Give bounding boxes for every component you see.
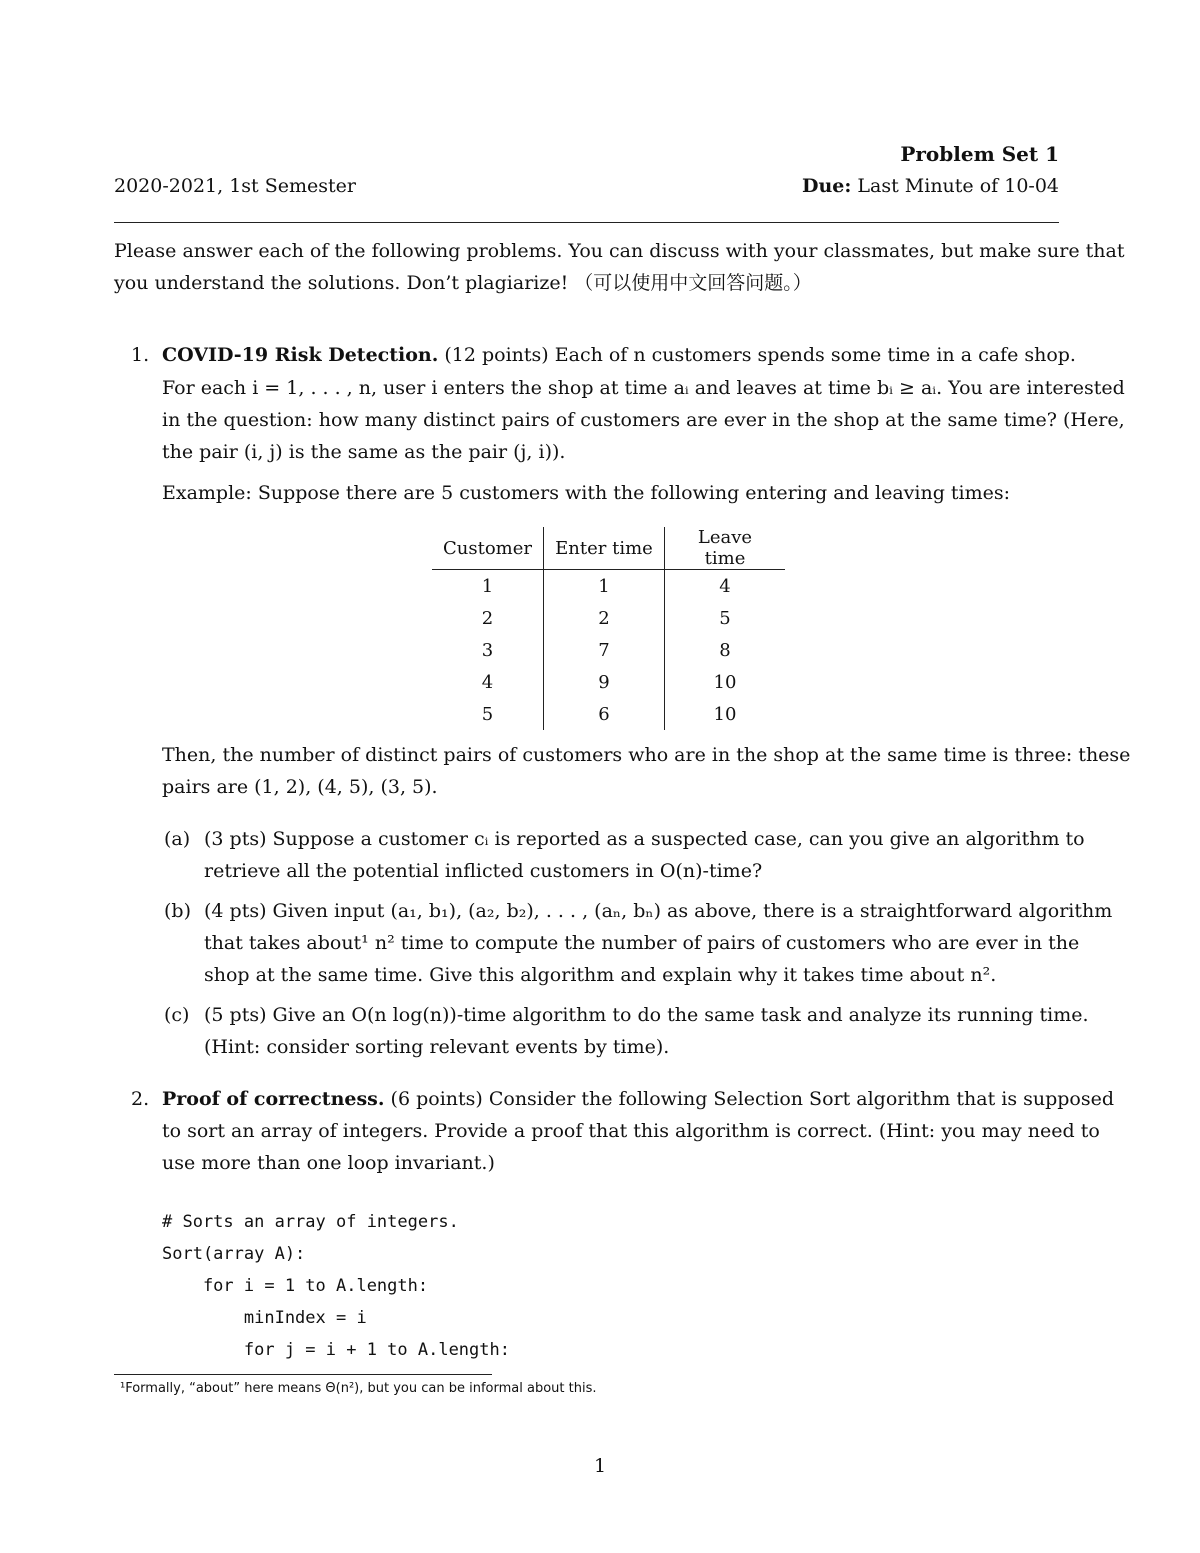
problem-1-then-line-1: Then, the number of distinct pairs of customers who are in the shop at the same time is three: these: [162, 744, 1131, 766]
intro-line-1: Please answer each of the following problems. You can discuss with your classmates, but make sure that: [114, 240, 1125, 262]
code-line: # Sorts an array of integers.: [162, 1212, 459, 1232]
footnote-rule: [114, 1374, 492, 1375]
table-row: [432, 698, 785, 730]
problem-1-number: 1.: [131, 344, 150, 366]
problem-2-line-1: (6 points) Consider the following Selection Sort algorithm that is supposed: [390, 1088, 1115, 1110]
due-date: [802, 175, 1059, 197]
problem-1-line-3: in the question: how many distinct pairs of customers are ever in the shop at the same time? (Here,: [162, 409, 1125, 431]
problem-2-title: Proof of correctness.: [162, 1088, 385, 1110]
code-line: minIndex = i: [162, 1308, 367, 1328]
part-b-line-2: that takes about¹ n² time to compute the number of pairs of customers who are ever in the: [204, 932, 1080, 954]
table-cell: 10: [713, 671, 737, 693]
problem-2-number: 2.: [131, 1088, 150, 1110]
table-row: [432, 602, 785, 634]
table-header-enter: Enter time: [544, 527, 665, 570]
due-value: Last Minute of 10-04: [857, 175, 1059, 197]
header-rule: [114, 222, 1059, 223]
code-line: for i = 1 to A.length:: [162, 1276, 429, 1296]
problem-2-line-2: to sort an array of integers. Provide a proof that this algorithm is correct. (Hint: you may need to: [162, 1120, 1100, 1142]
problem-set-title: Problem Set 1: [900, 142, 1059, 166]
table-header-customer: Customer: [432, 527, 544, 570]
part-c-label: (c): [164, 1004, 190, 1026]
footnote: ¹Formally, “about” here means Θ(n²), but you can be informal about this.: [120, 1381, 597, 1396]
intro-line-2: you understand the solutions. Don’t plagiarize! （可以使用中文回答问题。）: [114, 272, 812, 294]
table-cell: 6: [544, 698, 665, 730]
problem-1-line-2: For each i = 1, . . . , n, user i enters the shop at time aᵢ and leaves at time bᵢ ≥ aᵢ. You are interested: [162, 377, 1125, 399]
problem-1-line-4: the pair (i, j) is the same as the pair (j, i)).: [162, 441, 566, 463]
problem-2-heading: [162, 1088, 1115, 1110]
table-cell: 1: [544, 570, 665, 603]
problem-2-line-3: use more than one loop invariant.): [162, 1152, 495, 1174]
problem-1-title: COVID-19 Risk Detection.: [162, 344, 439, 366]
table-header-leave: Leave time: [665, 527, 786, 570]
page-number: 1: [593, 1455, 607, 1477]
problem-1-example: Example: Suppose there are 5 customers with the following entering and leaving times:: [162, 482, 1011, 504]
code-line: Sort(array A):: [162, 1244, 306, 1264]
customer-times-table: [432, 527, 785, 730]
part-b-line-1: (4 pts) Given input (a₁, b₁), (a₂, b₂), . . . , (aₙ, bₙ) as above, there is a straightforward algorithm: [204, 900, 1113, 922]
table-cell: 5: [719, 607, 731, 629]
table-header-row: [432, 527, 785, 570]
table-cell: 4: [719, 575, 731, 597]
problem-1-then-line-2: pairs are (1, 2), (4, 5), (3, 5).: [162, 776, 438, 798]
table-cell: 2: [544, 602, 665, 634]
problem-1-heading: [162, 344, 1076, 366]
due-label: Due:: [801, 175, 852, 197]
table-cell: 3: [432, 634, 544, 666]
table-row: [432, 666, 785, 698]
code-line: for j = i + 1 to A.length:: [162, 1340, 510, 1360]
table-cell: 10: [713, 703, 737, 725]
table-cell: 5: [432, 698, 544, 730]
semester-label: 2020-2021, 1st Semester: [114, 175, 356, 197]
table-cell: 7: [544, 634, 665, 666]
part-b-line-3: shop at the same time. Give this algorithm and explain why it takes time about n².: [204, 964, 997, 986]
table-cell: 4: [432, 666, 544, 698]
table-cell: 8: [719, 639, 731, 661]
problem-1-line-1: (12 points) Each of n customers spends some time in a cafe shop.: [444, 344, 1076, 366]
part-a-label: (a): [164, 828, 191, 850]
table-cell: 9: [544, 666, 665, 698]
table-row: [432, 570, 785, 603]
part-a-line-2: retrieve all the potential inflicted customers in O(n)-time?: [204, 860, 763, 882]
table-cell: 2: [432, 602, 544, 634]
part-c-line-2: (Hint: consider sorting relevant events by time).: [204, 1036, 670, 1058]
part-b-label: (b): [164, 900, 191, 922]
table-row: [432, 634, 785, 666]
table-cell: 1: [432, 570, 544, 603]
part-c-line-1: (5 pts) Give an O(n log(n))-time algorithm to do the same task and analyze its running time.: [204, 1004, 1089, 1026]
part-a-line-1: (3 pts) Suppose a customer cᵢ is reported as a suspected case, can you give an algorithm to: [204, 828, 1085, 850]
